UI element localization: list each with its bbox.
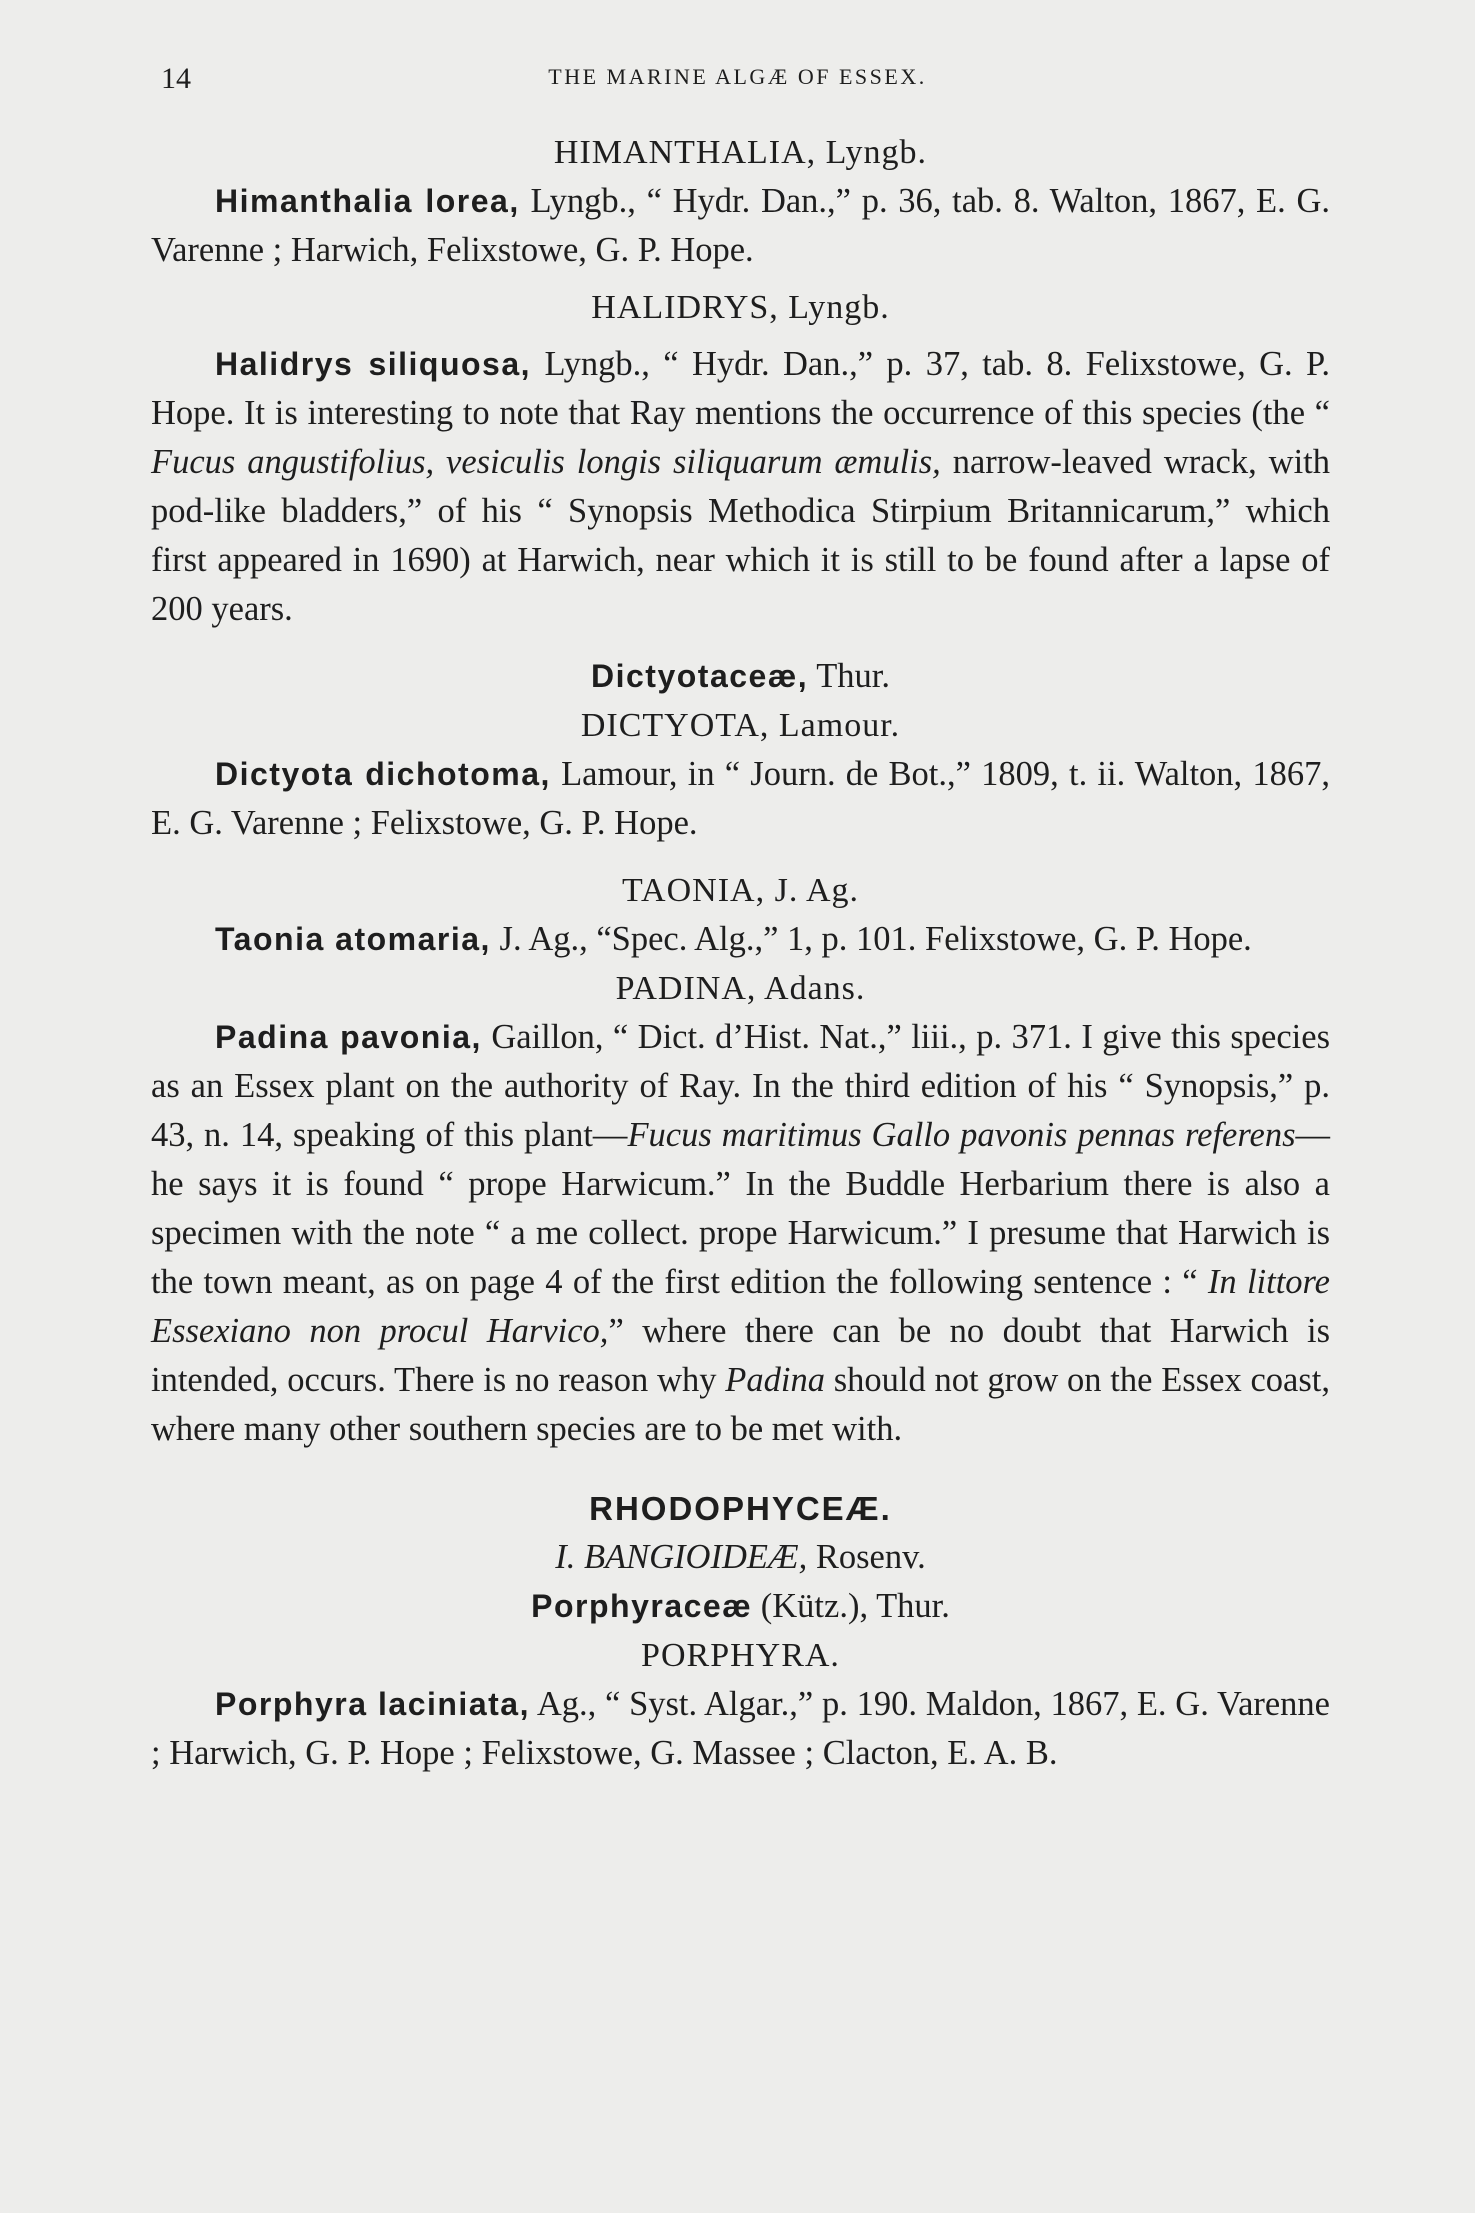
entry-text: Gaillon, “ Dict. d’Hist. Nat.,” liii., p. 371. I give this species as an Essex plant on the authority of Ray. In the third edition of his “ Synopsis,” p. 43, n. 14, speaking of this plant— [151,1018,1330,1154]
family-name: Porphyraceæ [531,1588,753,1624]
order-heading-bangioideae [151,1533,1330,1582]
page-content [151,128,1330,1778]
entry-text: Lamour, in “ Journ. de Bot.,” 1809, t. ii. Walton, 1867, E. G. Varenne ; Felixstowe, G. P. Hope. [151,755,1331,842]
species-entry-halidrys [151,340,1330,634]
order-author: Rosenv. [807,1538,926,1576]
family-heading-dictyotaceae [151,652,1330,701]
running-title: THE MARINE ALGÆ OF ESSEX. [548,64,927,89]
species-entry-taonia [151,915,1330,964]
family-author: (Kütz.), Thur. [752,1587,950,1625]
species-name: Himanthalia lorea, [215,183,520,219]
genus-heading-halidrys: HALIDRYS, Lyngb. [591,289,890,326]
entry-text: narrow-leaved wrack, with pod-like bladders,” of his “ Synopsis Methodica Stirpium Britannicarum,” which first appeared in 1690) at Harwich, near which it is still to be found after a lapse of 200 years. [151,443,1330,628]
species-name: Padina pavonia, [215,1019,482,1055]
genus-heading-himanthalia: HIMANTHALIA, Lyngb. [553,134,928,171]
entry-text: ” where there can be no doubt that Harwich is intended, occurs. There is no reason why [151,1312,1330,1399]
family-heading-porphyraceae [151,1582,1330,1631]
family-author: Thur. [808,657,890,695]
entry-text: Lyngb., “ Hydr. Dan.,” p. 37, tab. 8. Felixstowe, G. P. Hope. It is interesting to note that Ray mentions the occurrence of this species (the “ [151,345,1331,432]
species-name: Taonia atomaria, [215,921,491,957]
latin-phrase: Fucus angustifolius, vesiculis longis siliquarum æmulis, [151,443,941,481]
page-header [151,58,1324,98]
entry-text: Lyngb., “ Hydr. Dan.,” p. 36, tab. 8. Walton, 1867, E. G. Varenne ; Harwich, Felixstowe, G. P. Hope. [151,182,1330,269]
order-name: I. BANGIOIDEÆ, [555,1538,808,1576]
species-entry-padina [151,1013,1330,1454]
latin-phrase: Fucus maritimus Gallo pavonis pennas referens [627,1116,1296,1154]
species-name: Porphyra laciniata, [215,1686,530,1722]
family-name: Dictyotaceæ, [591,658,809,694]
species-entry-himanthalia [151,177,1330,275]
class-heading-rhodophyceae: RHODOPHYCEÆ. [589,1490,892,1527]
genus-mention: Padina [725,1361,825,1399]
species-entry-dictyota [151,750,1330,848]
genus-heading-padina: PADINA, Adans. [615,970,866,1007]
species-name: Halidrys siliquosa, [215,346,532,382]
latin-phrase: In littore Essexiano non procul Harvico, [151,1263,1330,1350]
genus-heading-taonia: TAONIA, J. Ag. [622,872,859,909]
entry-text: J. Ag., “Spec. Alg.,” 1, p. 101. Felixstowe, G. P. Hope. [490,920,1252,958]
genus-heading-dictyota: DICTYOTA, Lamour. [580,707,901,744]
genus-heading-porphyra: PORPHYRA. [641,1637,840,1674]
entry-text: —he says it is found “ prope Harwicum.” In the Buddle Herbarium there is also a specimen with the note “ a me collect. prope Harwicum.” I presume that Harwich is the town meant, as on page 4 of the first edition the following sentence : “ [151,1116,1330,1301]
entry-text: should not grow on the Essex coast, where many other southern species are to be met with. [151,1361,1331,1448]
species-name: Dictyota dichotoma, [215,756,551,792]
species-entry-porphyra [151,1680,1330,1778]
page-number: 14 [161,62,191,95]
entry-text: Ag., “ Syst. Algar.,” p. 190. Maldon, 1867, E. G. Varenne ; Harwich, G. P. Hope ; Felixstowe, G. Massee ; Clacton, E. A. B. [151,1685,1330,1772]
